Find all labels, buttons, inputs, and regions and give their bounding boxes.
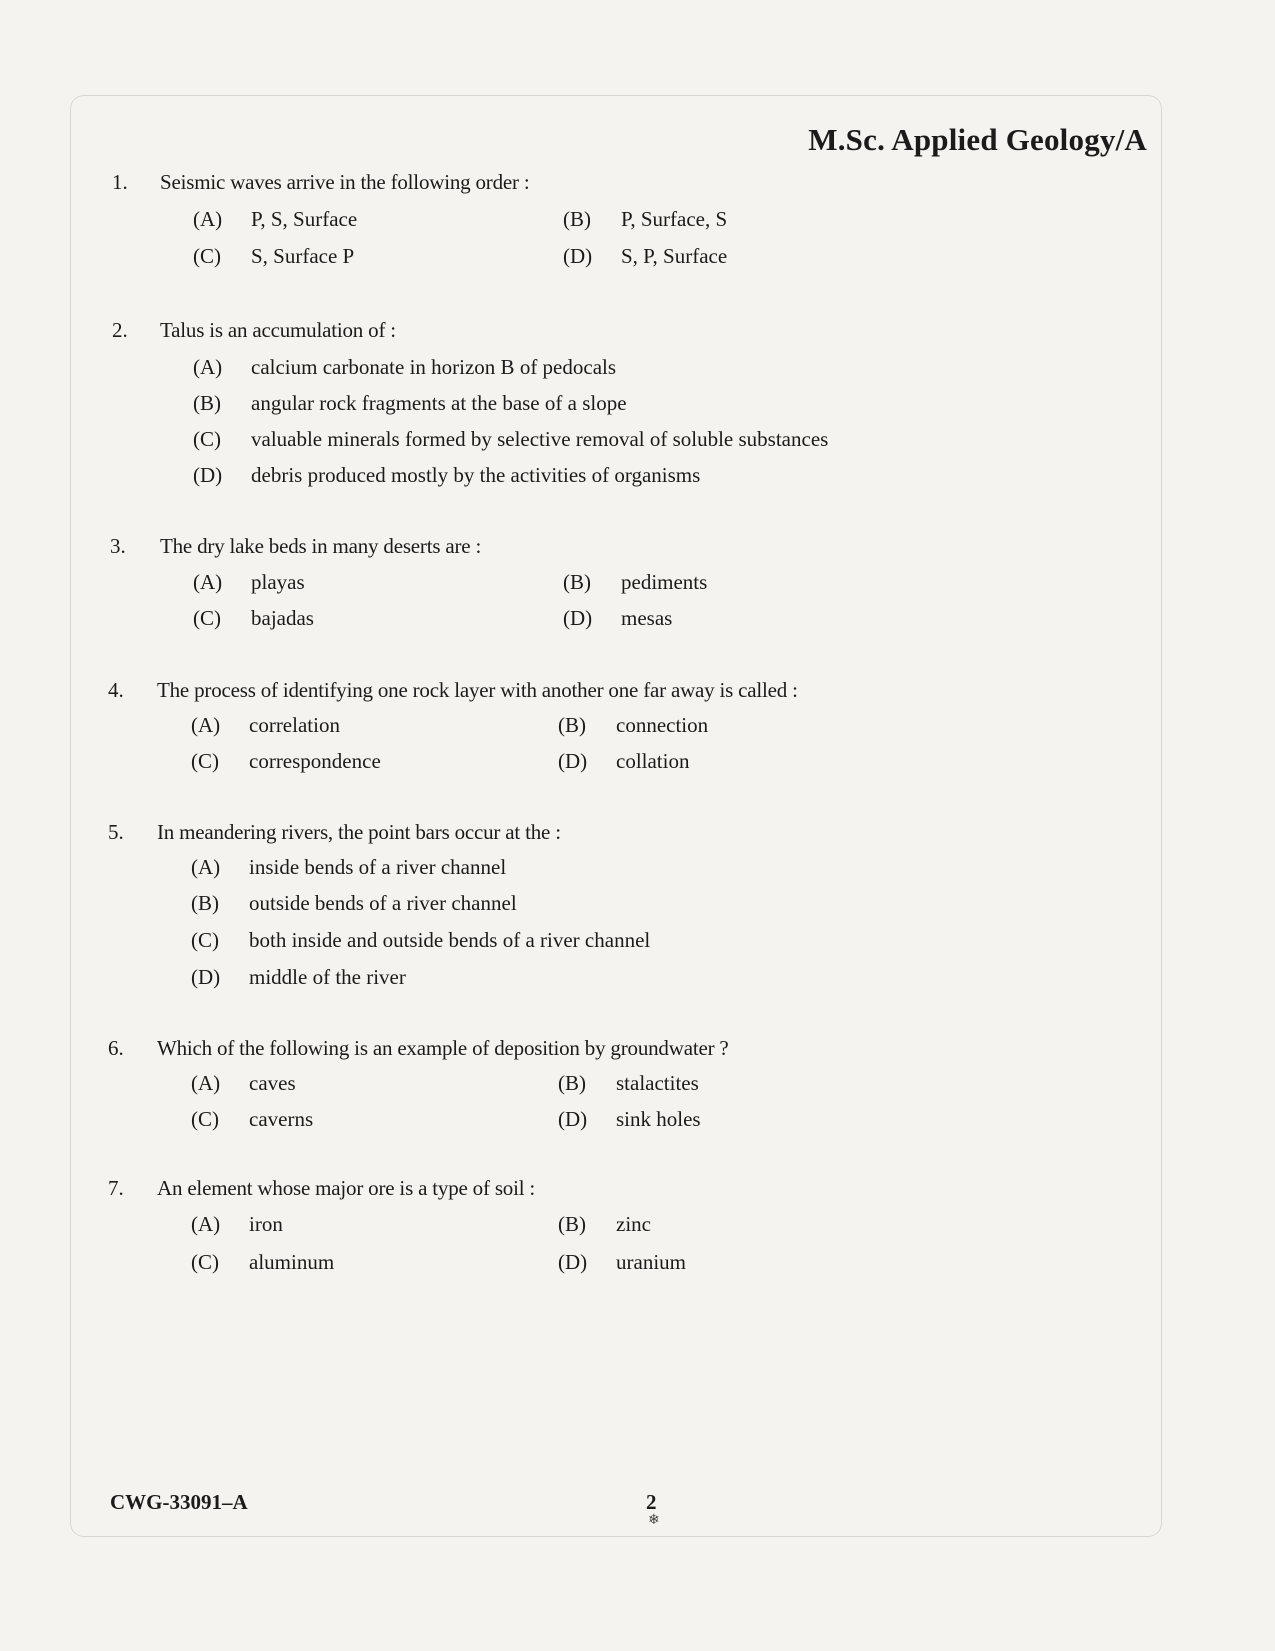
question-number: 2. bbox=[112, 318, 128, 342]
paper-title: M.Sc. Applied Geology/A bbox=[808, 122, 1147, 157]
option-d[interactable]: (D) collation bbox=[558, 749, 690, 773]
option-a[interactable]: (A) P, S, Surface bbox=[193, 207, 358, 231]
question-number: 7. bbox=[108, 1176, 124, 1200]
option-c[interactable]: (C) bajadas bbox=[193, 606, 314, 630]
option-d[interactable]: (D) mesas bbox=[563, 606, 673, 630]
option-d[interactable]: (D) sink holes bbox=[558, 1107, 701, 1131]
option-c[interactable]: (C) both inside and outside bends of a river channel bbox=[191, 928, 651, 952]
question-number: 6. bbox=[108, 1036, 124, 1060]
option-d[interactable]: (D) uranium bbox=[558, 1250, 686, 1274]
question-text: Seismic waves arrive in the following order : bbox=[160, 170, 530, 194]
question-number: 5. bbox=[108, 820, 124, 844]
question-text: Which of the following is an example of deposition by groundwater ? bbox=[157, 1036, 729, 1060]
question-text: Talus is an accumulation of : bbox=[160, 318, 396, 342]
option-c[interactable]: (C) correspondence bbox=[191, 749, 381, 773]
option-d[interactable]: (D) debris produced mostly by the activities of organisms bbox=[193, 463, 701, 487]
snowflake-icon: ❄ bbox=[648, 1513, 660, 1528]
page-number: 2 bbox=[646, 1490, 657, 1514]
option-c[interactable]: (C) caverns bbox=[191, 1107, 314, 1131]
question-text: The process of identifying one rock layer with another one far away is called : bbox=[157, 678, 798, 702]
question-text: In meandering rivers, the point bars occur at the : bbox=[157, 820, 561, 844]
option-b[interactable]: (B) pediments bbox=[563, 570, 708, 594]
option-b[interactable]: (B) zinc bbox=[558, 1212, 651, 1236]
option-d[interactable]: (D) S, P, Surface bbox=[563, 244, 728, 268]
option-a[interactable]: (A) correlation bbox=[191, 713, 340, 737]
booklet-code: CWG-33091–A bbox=[110, 1490, 248, 1514]
option-b[interactable]: (B) connection bbox=[558, 713, 709, 737]
question-number: 1. bbox=[112, 170, 128, 194]
question-text: An element whose major ore is a type of soil : bbox=[157, 1176, 536, 1200]
option-a[interactable]: (A) caves bbox=[191, 1071, 296, 1095]
option-a[interactable]: (A) playas bbox=[193, 570, 305, 594]
page-border bbox=[70, 95, 1162, 1537]
question-number: 3. bbox=[110, 534, 126, 558]
option-b[interactable]: (B) angular rock fragments at the base of a slope bbox=[193, 391, 627, 415]
question-number: 4. bbox=[108, 678, 124, 702]
option-b[interactable]: (B) stalactites bbox=[558, 1071, 699, 1095]
option-c[interactable]: (C) valuable minerals formed by selective removal of soluble substances bbox=[193, 427, 829, 451]
option-a[interactable]: (A) calcium carbonate in horizon B of pedocals bbox=[193, 355, 617, 379]
option-b[interactable]: (B) P, Surface, S bbox=[563, 207, 728, 231]
option-a[interactable]: (A) iron bbox=[191, 1212, 283, 1236]
option-c[interactable]: (C) aluminum bbox=[191, 1250, 335, 1274]
question-text: The dry lake beds in many deserts are : bbox=[160, 534, 482, 558]
option-a[interactable]: (A) inside bends of a river channel bbox=[191, 855, 507, 879]
option-c[interactable]: (C) S, Surface P bbox=[193, 244, 355, 268]
option-b[interactable]: (B) outside bends of a river channel bbox=[191, 891, 517, 915]
option-d[interactable]: (D) middle of the river bbox=[191, 965, 406, 989]
